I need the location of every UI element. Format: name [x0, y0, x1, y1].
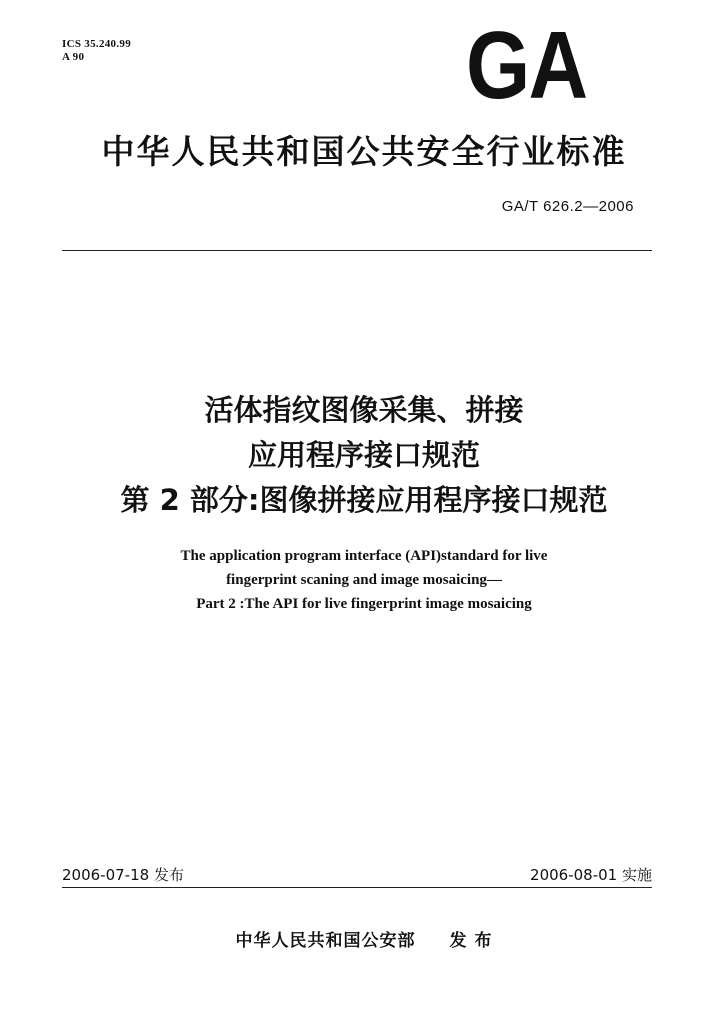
issue-date: 2006-07-18 发布	[62, 866, 184, 884]
english-title	[0, 544, 728, 616]
standard-number: GA/T 626.2—2006	[501, 198, 634, 215]
chinese-title-line-2: 应用程序接口规范	[247, 438, 480, 472]
chinese-title-line-1: 活体指纹图像采集、拼接	[204, 393, 524, 427]
publisher-line	[0, 926, 728, 951]
chinese-title-line-3: 第 2 部分:图像拼接应用程序接口规范	[120, 483, 608, 517]
ics-code: ICS 35.240.99	[62, 38, 131, 50]
publisher-name: 中华人民共和国公安部	[235, 931, 416, 951]
implementation-date: 2006-08-01 实施	[530, 866, 652, 884]
ccs-code: A 90	[62, 51, 85, 63]
english-title-line-2: fingerprint scaning and image mosaicing—	[226, 572, 502, 588]
top-divider	[62, 250, 652, 251]
publisher-action: 发 布	[449, 931, 493, 951]
english-title-line-1: The application program interface (API)standard for live	[180, 548, 548, 564]
ga-logo: GA	[466, 12, 587, 119]
standard-category-title: 中华人民共和国公共安全行业标准	[101, 132, 627, 171]
chinese-title	[0, 388, 728, 523]
bottom-divider	[62, 887, 652, 888]
english-title-line-3: Part 2 :The API for live fingerprint image mosaicing	[196, 596, 532, 612]
classification-codes	[62, 38, 131, 64]
